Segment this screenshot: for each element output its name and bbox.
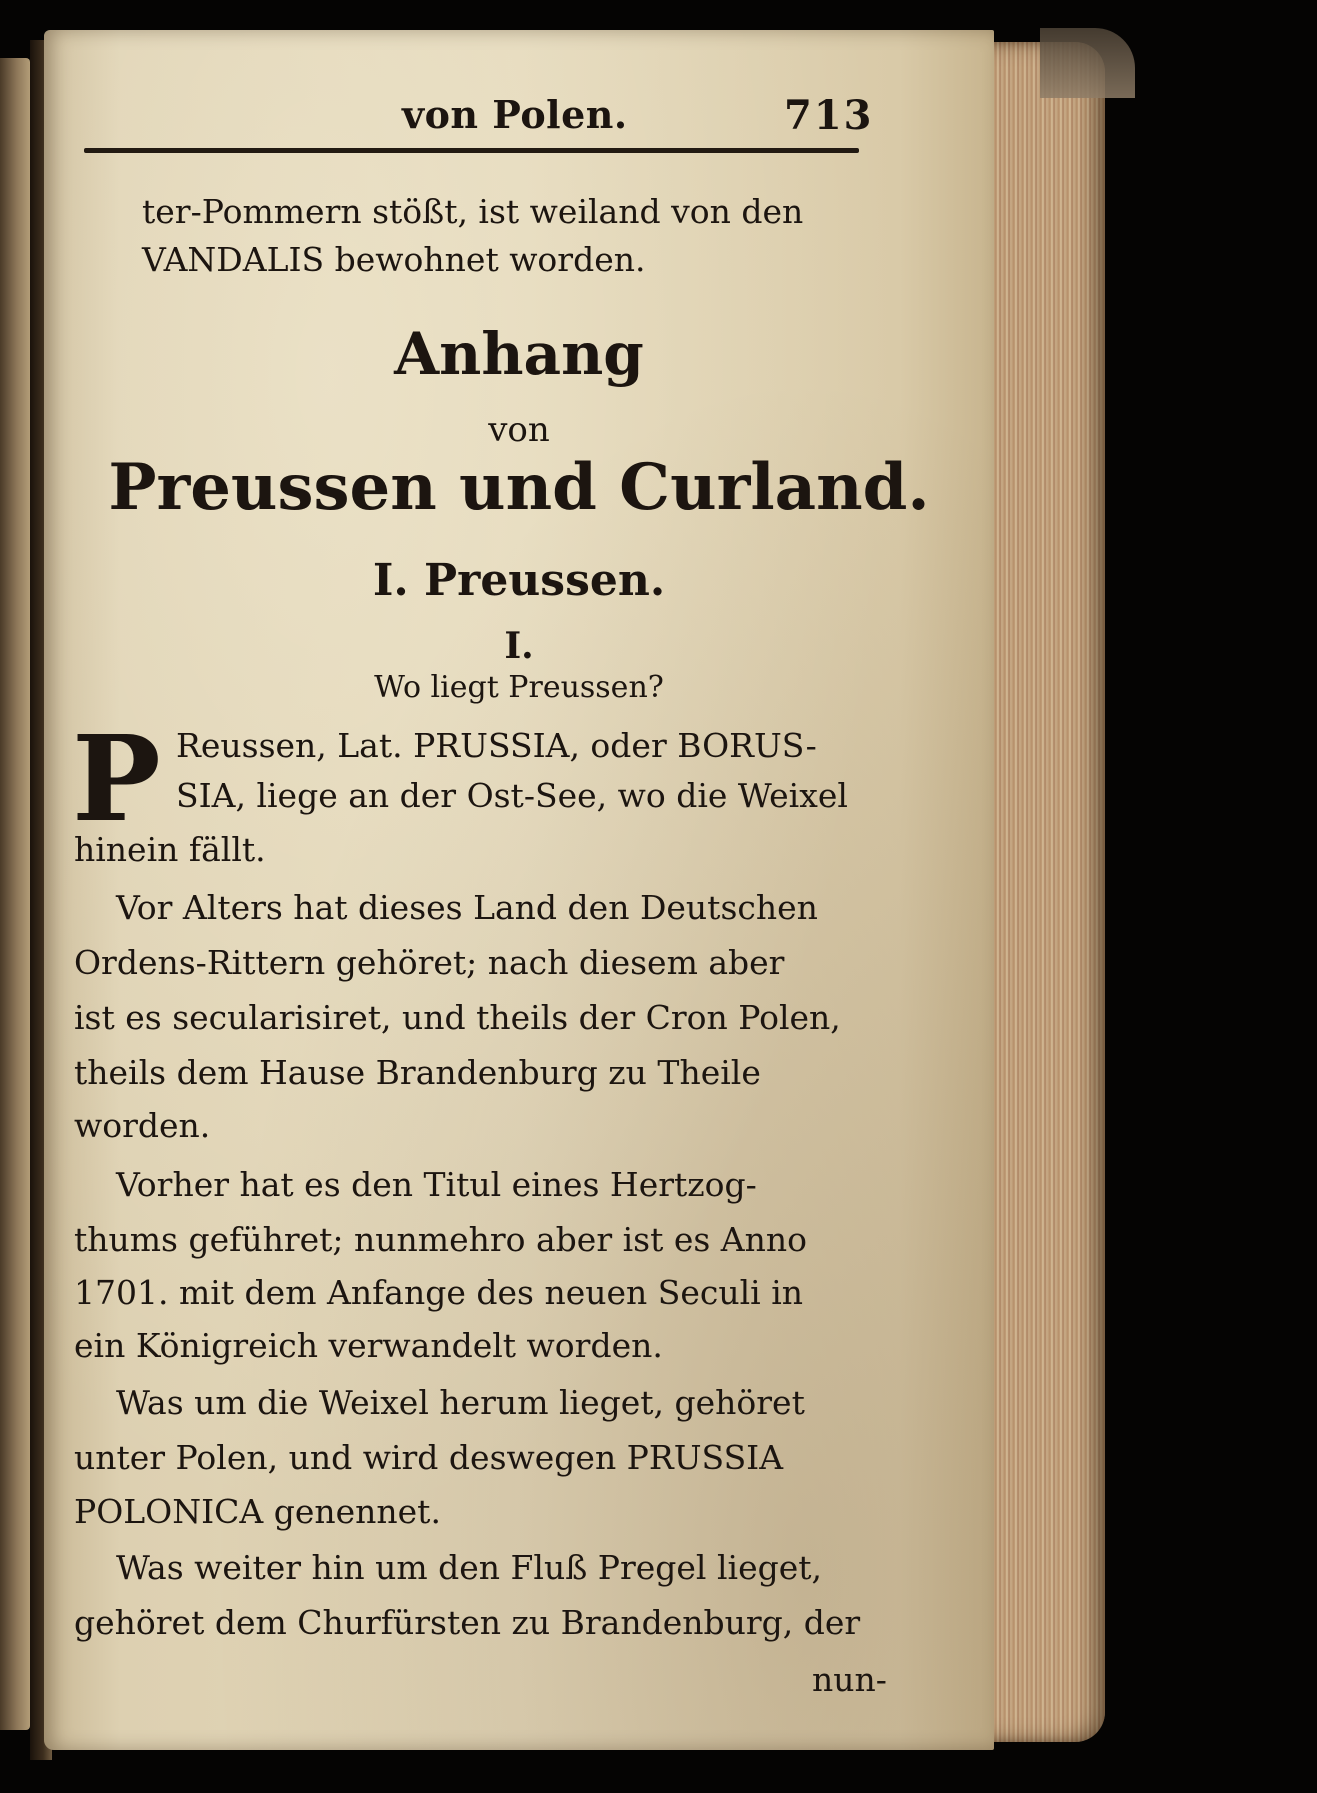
text-line: gehöret dem Churfürsten zu Brandenburg, der: [74, 1603, 861, 1642]
text-line: Was weiter hin um den Fluß Pregel lieget,: [116, 1548, 823, 1587]
text-line: POLONICA genennet.: [74, 1492, 441, 1531]
text-line: ist es secularisiret, und theils der Cron Polen,: [74, 998, 841, 1037]
running-head: von Polen.: [402, 92, 628, 137]
question-text: Wo liegt Preussen?: [374, 670, 664, 705]
text-line: 1701. mit dem Anfange des neuen Seculi in: [74, 1273, 804, 1312]
text-line: Vorher hat es den Titul eines Hertzog-: [116, 1165, 757, 1204]
page-number: 713: [784, 92, 874, 139]
text-line: Ordens-Rittern gehöret; nach diesem aber: [74, 943, 785, 982]
header-rule: [84, 148, 859, 153]
section-title: I. Preussen.: [372, 555, 666, 606]
text-line: Was um die Weixel herum lieget, gehöret: [116, 1383, 805, 1422]
text-line: worden.: [74, 1106, 211, 1145]
previous-page-edge: [0, 58, 30, 1730]
question-number: I.: [504, 625, 534, 667]
page-text: [44, 30, 994, 1750]
text-line: ter-Pommern stößt, ist weiland von den: [142, 192, 804, 231]
text-line: Vor Alters hat dieses Land den Deutschen: [116, 888, 818, 927]
catchword: nun-: [812, 1660, 887, 1699]
heading-title: Anhang: [394, 320, 644, 388]
text-line: Reussen, Lat. PRUSSIA, oder BORUS-: [176, 726, 817, 765]
text-line: thums geführet; nunmehro aber ist es Anno: [74, 1220, 807, 1259]
text-line: ein Königreich verwandelt worden.: [74, 1326, 663, 1365]
spine-corner: [1040, 28, 1135, 98]
text-line: unter Polen, und wird deswegen PRUSSIA: [74, 1438, 784, 1477]
text-line: hinein fällt.: [74, 830, 266, 869]
text-line: VANDALIS bewohnet worden.: [142, 240, 646, 279]
page-edges: [975, 42, 1105, 1742]
heading-von: von: [488, 410, 550, 450]
heading-subtitle: Preussen und Curland.: [108, 450, 930, 525]
book-page: [44, 30, 994, 1750]
drop-cap: P: [72, 709, 161, 848]
text-line: theils dem Hause Brandenburg zu Theile: [74, 1053, 761, 1092]
text-line: SIA, liege an der Ost-See, wo die Weixel: [176, 776, 848, 815]
